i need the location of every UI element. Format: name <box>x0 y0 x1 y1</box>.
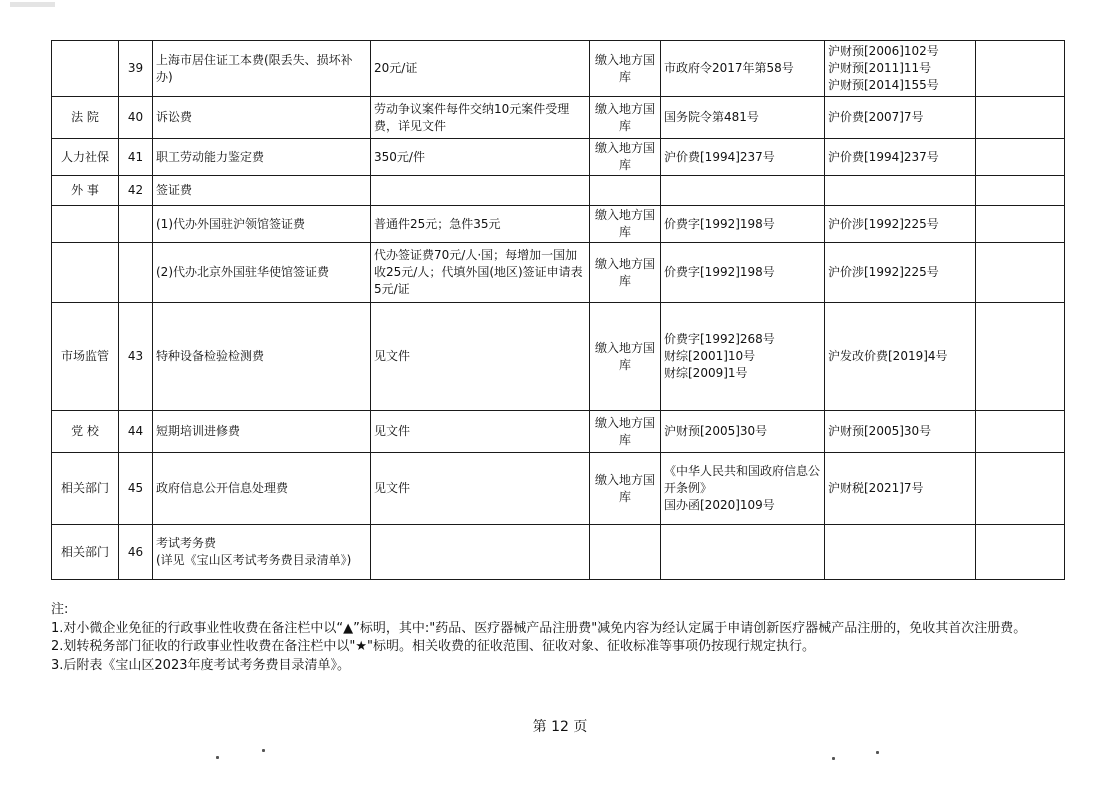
cell-legal-basis: 市政府令2017年第58号 <box>661 41 825 97</box>
cell-fee-name: 职工劳动能力鉴定费 <box>153 139 371 176</box>
cell-remark <box>976 97 1065 139</box>
table-row <box>52 453 1065 525</box>
cell-department: 相关部门 <box>52 453 119 525</box>
cell-legal-basis: 沪财预[2005]30号 <box>661 411 825 453</box>
scan-speck <box>832 757 835 760</box>
cell-number: 43 <box>119 303 153 411</box>
cell-payment-method: 缴入地方国库 <box>590 41 661 97</box>
cell-fee-name: 考试考务费 (详见《宝山区考试考务费目录清单》) <box>153 525 371 580</box>
cell-number <box>119 243 153 303</box>
cell-fee-name: (2)代办北京外国驻华使馆签证费 <box>153 243 371 303</box>
cell-document <box>825 525 976 580</box>
cell-legal-basis <box>661 525 825 580</box>
cell-document: 沪财预[2006]102号 沪财预[2011]11号 沪财预[2014]155号 <box>825 41 976 97</box>
cell-fee-name: (1)代办外国驻沪领馆签证费 <box>153 206 371 243</box>
cell-standard: 见文件 <box>371 453 590 525</box>
cell-standard: 劳动争议案件每件交纳10元案件受理费，详见文件 <box>371 97 590 139</box>
cell-legal-basis: 《中华人民共和国政府信息公开条例》 国办函[2020]109号 <box>661 453 825 525</box>
table-row <box>52 139 1065 176</box>
cell-department: 市场监管 <box>52 303 119 411</box>
cell-standard: 普通件25元；急件35元 <box>371 206 590 243</box>
cell-payment-method: 缴入地方国库 <box>590 97 661 139</box>
cell-document: 沪价涉[1992]225号 <box>825 243 976 303</box>
cell-payment-method: 缴入地方国库 <box>590 303 661 411</box>
cell-document: 沪价费[1994]237号 <box>825 139 976 176</box>
cell-remark <box>976 139 1065 176</box>
cell-fee-name: 政府信息公开信息处理费 <box>153 453 371 525</box>
cell-standard: 20元/证 <box>371 41 590 97</box>
cell-legal-basis: 价费字[1992]198号 <box>661 206 825 243</box>
cell-department <box>52 243 119 303</box>
table-row <box>52 176 1065 206</box>
cell-fee-name: 特种设备检验检测费 <box>153 303 371 411</box>
cell-number <box>119 206 153 243</box>
table-row <box>52 41 1065 97</box>
cell-document <box>825 176 976 206</box>
cell-fee-name: 短期培训进修费 <box>153 411 371 453</box>
scan-artifact <box>10 2 55 7</box>
cell-document: 沪价涉[1992]225号 <box>825 206 976 243</box>
cell-number: 45 <box>119 453 153 525</box>
table-row <box>52 97 1065 139</box>
cell-fee-name: 上海市居住证工本费(限丢失、损坏补办) <box>153 41 371 97</box>
cell-legal-basis: 沪价费[1994]237号 <box>661 139 825 176</box>
page-number: 第 12 页 <box>532 719 588 735</box>
note-item-1: 1.对小微企业免征的行政事业性收费在备注栏中以“▲”标明，其中:"药品、医疗器械产品注册费"减免内容为经认定属于申请创新医疗器械产品注册的，免收其首次注册费。 <box>51 620 1027 636</box>
table-row <box>52 243 1065 303</box>
cell-standard <box>371 525 590 580</box>
cell-standard: 见文件 <box>371 303 590 411</box>
cell-payment-method: 缴入地方国库 <box>590 411 661 453</box>
cell-standard: 350元/件 <box>371 139 590 176</box>
cell-remark <box>976 41 1065 97</box>
notes-section <box>51 601 1066 675</box>
cell-department <box>52 41 119 97</box>
cell-document: 沪价费[2007]7号 <box>825 97 976 139</box>
cell-remark <box>976 453 1065 525</box>
cell-remark <box>976 206 1065 243</box>
notes-title: 注: <box>51 602 69 617</box>
cell-department: 外 事 <box>52 176 119 206</box>
table-row <box>52 303 1065 411</box>
scan-speck <box>876 751 879 754</box>
cell-number: 44 <box>119 411 153 453</box>
cell-payment-method: 缴入地方国库 <box>590 206 661 243</box>
cell-department: 法 院 <box>52 97 119 139</box>
note-item-2: 2.划转税务部门征收的行政事业性收费在备注栏中以"★"标明。相关收费的征收范围、征收对象、征收标准等事项仍按现行规定执行。 <box>51 639 816 654</box>
fee-table <box>51 40 1065 580</box>
cell-standard: 见文件 <box>371 411 590 453</box>
table-row <box>52 411 1065 453</box>
cell-number: 46 <box>119 525 153 580</box>
cell-number: 39 <box>119 41 153 97</box>
scan-speck <box>262 749 265 752</box>
cell-department: 党 校 <box>52 411 119 453</box>
cell-department: 相关部门 <box>52 525 119 580</box>
cell-remark <box>976 411 1065 453</box>
cell-payment-method: 缴入地方国库 <box>590 243 661 303</box>
cell-legal-basis <box>661 176 825 206</box>
cell-legal-basis: 价费字[1992]198号 <box>661 243 825 303</box>
note-item-3: 3.后附表《宝山区2023年度考试考务费目录清单》。 <box>51 657 350 673</box>
cell-remark <box>976 525 1065 580</box>
cell-document: 沪发改价费[2019]4号 <box>825 303 976 411</box>
cell-department <box>52 206 119 243</box>
cell-document: 沪财预[2005]30号 <box>825 411 976 453</box>
cell-remark <box>976 176 1065 206</box>
cell-legal-basis: 国务院令第481号 <box>661 97 825 139</box>
table-row <box>52 206 1065 243</box>
cell-fee-name: 签证费 <box>153 176 371 206</box>
cell-number: 40 <box>119 97 153 139</box>
cell-payment-method: 缴入地方国库 <box>590 453 661 525</box>
cell-remark <box>976 243 1065 303</box>
cell-standard: 代办签证费70元/人·国；每增加一国加收25元/人；代填外国(地区)签证申请表5元/证 <box>371 243 590 303</box>
cell-payment-method <box>590 176 661 206</box>
cell-payment-method: 缴入地方国库 <box>590 139 661 176</box>
cell-legal-basis: 价费字[1992]268号 财综[2001]10号 财综[2009]1号 <box>661 303 825 411</box>
cell-department: 人力社保 <box>52 139 119 176</box>
cell-remark <box>976 303 1065 411</box>
cell-standard <box>371 176 590 206</box>
cell-fee-name: 诉讼费 <box>153 97 371 139</box>
cell-payment-method <box>590 525 661 580</box>
cell-number: 42 <box>119 176 153 206</box>
cell-document: 沪财税[2021]7号 <box>825 453 976 525</box>
cell-number: 41 <box>119 139 153 176</box>
scan-speck <box>216 756 219 759</box>
table-row <box>52 525 1065 580</box>
